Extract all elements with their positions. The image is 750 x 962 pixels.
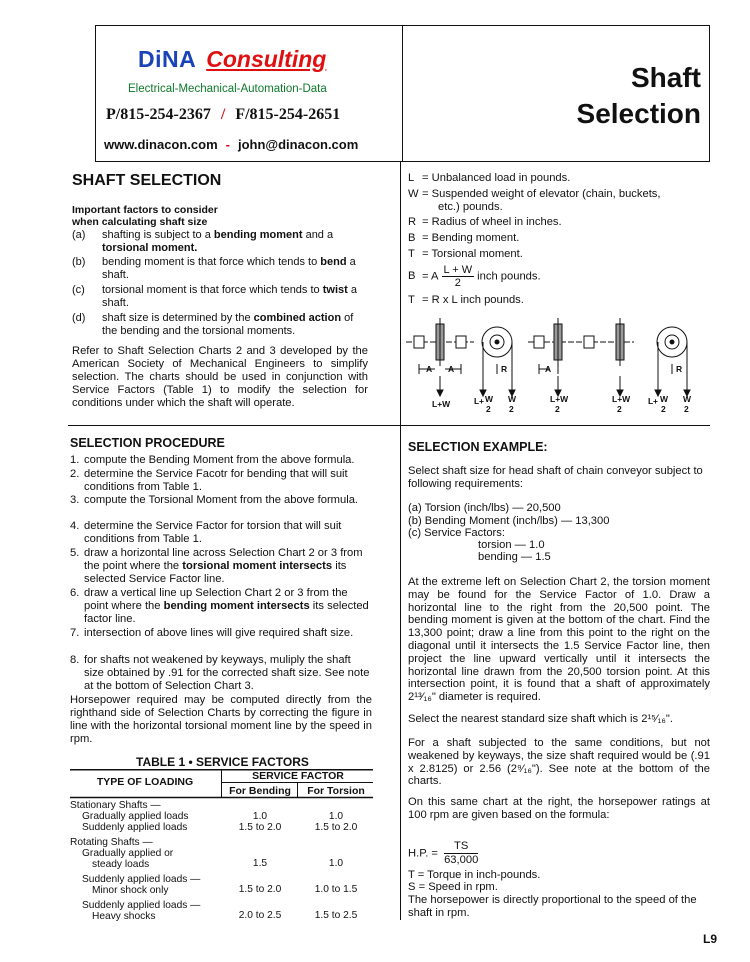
definition-text: = Bending moment. xyxy=(422,232,520,244)
factor-bold: bend xyxy=(320,256,347,268)
col-type-header: TYPE OF LOADING xyxy=(96,776,194,788)
shaft-diagram-1 xyxy=(406,318,474,396)
table-group-label: Suddenly applied loads — xyxy=(82,900,201,911)
procedure-step xyxy=(70,494,372,507)
procedure-heading: SELECTION PROCEDURE xyxy=(70,436,225,450)
factor-text: torsional moment is that force which tends to xyxy=(102,284,323,296)
contact-separator: - xyxy=(225,137,230,152)
step-text: draw a horizontal line across Selection Chart 2 or 3 from the point where the xyxy=(84,547,363,572)
phone-number: P/815-254-2367 xyxy=(106,106,211,123)
brand-name: DiNA xyxy=(138,46,197,72)
col-torsion-header: For Torsion xyxy=(307,785,365,797)
definition-continuation: etc.) pounds. xyxy=(438,201,503,213)
factor-text: a shaft. xyxy=(102,284,357,309)
definition-text: = Unbalanced load in pounds. xyxy=(422,172,571,184)
formula-numerator: L + W xyxy=(443,264,473,276)
section-divider xyxy=(68,425,710,426)
dim-label-a: A xyxy=(426,364,433,374)
step-number: 8. xyxy=(70,654,80,666)
load-label-two: 2 xyxy=(661,404,666,414)
hp-formula-fraction xyxy=(444,840,478,867)
pulley-diagram-2 xyxy=(655,327,690,396)
factor-label: (d) xyxy=(72,312,86,324)
definition-symbol: W xyxy=(408,188,419,200)
factor-label: (b) xyxy=(72,256,86,268)
hp-formula-lhs: H.P. = xyxy=(408,847,438,860)
col-service-factor-header: SERVICE FACTOR xyxy=(252,770,344,782)
company-logo xyxy=(138,46,326,73)
factors-heading-line-2: when calculating shaft size xyxy=(72,216,208,228)
example-paragraph-4: On this same chart at the right, the horsepower ratings at 100 rpm are given based on the formula: xyxy=(408,796,710,821)
procedure-step xyxy=(70,454,372,467)
step-number: 1. xyxy=(70,454,80,466)
definition-symbol: L xyxy=(408,172,415,184)
factor-bold: combined action xyxy=(253,312,342,324)
example-req-torsion: torsion — 1.0 xyxy=(478,539,545,551)
factor-bold: torsional moment. xyxy=(102,241,198,254)
factor-bold: twist xyxy=(322,284,348,296)
torsion-formula xyxy=(408,294,524,307)
procedure-step xyxy=(70,654,372,692)
brand-accent: Consulting xyxy=(206,46,327,72)
table-cell-torsion: 1.5 to 2.0 xyxy=(314,822,358,833)
formula-unit: inch pounds. xyxy=(477,270,541,283)
step-text: determine the Service Factor for torsion that will suit conditions from Table 1. xyxy=(84,520,342,545)
table-cell-bending: 1.5 xyxy=(252,858,268,869)
factor-item xyxy=(72,256,368,281)
table-row-label: Gradually applied loads xyxy=(82,811,189,822)
document-title xyxy=(577,60,701,132)
header-divider xyxy=(402,26,403,161)
load-label-w: W xyxy=(508,394,517,404)
fax-number: F/815-254-2651 xyxy=(235,106,341,123)
step-text: compute the Bending Moment from the above formula. xyxy=(84,454,355,466)
title-line-2: Selection xyxy=(576,98,701,129)
example-req-b: (b) Bending Moment (inch/lbs) — 13,300 xyxy=(408,515,610,527)
phone-separator: / xyxy=(220,106,226,123)
definition-text: = Suspended weight of elevator (chain, buckets, xyxy=(422,188,661,200)
table-row-label: Minor shock only xyxy=(92,885,169,896)
procedure-step xyxy=(70,468,372,494)
contact-line xyxy=(104,137,358,152)
column-divider-top xyxy=(400,162,401,425)
table-cell-torsion: 1.5 to 2.5 xyxy=(314,910,358,921)
load-label-two: 2 xyxy=(617,404,622,414)
factor-text: of the bending and the torsional moments. xyxy=(102,312,354,337)
definition-symbol: R xyxy=(408,216,417,228)
formula-eq: = A xyxy=(422,270,439,283)
step-number: 5. xyxy=(70,547,80,559)
shaft-load-diagram xyxy=(404,316,710,416)
table-cell-torsion: 1.0 xyxy=(328,811,344,822)
definition-symbol: B xyxy=(408,232,416,244)
load-label-lw: L+W xyxy=(550,394,569,404)
website-link[interactable]: www.dinacon.com xyxy=(104,137,218,152)
load-label-l: L xyxy=(648,396,654,406)
formula-fraction xyxy=(442,264,475,289)
factors-heading-line-1: Important factors to consider xyxy=(72,204,218,216)
step-text: its selected factor line. xyxy=(84,599,369,625)
dim-label-r: R xyxy=(501,364,508,374)
table-cell-bending: 1.0 xyxy=(252,811,268,822)
shaft-selection-heading: SHAFT SELECTION xyxy=(72,172,222,189)
example-paragraph-1: At the extreme left on Selection Chart 2, the torsion moment may be found for the Service Factor of 1.0. Draw a horizontal line to the right from the 20,500 point. The bending moment is given at the bottom of the chart. Find the 13,300 point; draw a line from this point to the right on the diagonal until it intersects the 1.5 Service Factor line, then project the line upward vertically until it intersects the horizontal line drawn from the 20,500 torsion point. At this intersection point, it is found that a shaft of approximately 2¹³⁄₁₆" diameter is required. xyxy=(408,576,710,704)
table-cell-torsion: 1.0 xyxy=(328,858,344,869)
step-number: 3. xyxy=(70,494,80,506)
hp-formula xyxy=(408,840,710,867)
load-label-two: 2 xyxy=(684,404,689,414)
example-heading: SELECTION EXAMPLE: xyxy=(408,440,548,454)
email-link[interactable]: john@dinacon.com xyxy=(238,137,359,152)
dim-label-r: R xyxy=(676,364,683,374)
example-intro: Select shaft size for head shaft of chain conveyor subject to following requirements: xyxy=(408,465,703,490)
col-bending-header: For Bending xyxy=(229,785,291,797)
table-cell-bending: 1.5 to 2.0 xyxy=(238,822,282,833)
step-number: 6. xyxy=(70,587,80,599)
column-divider-bottom xyxy=(400,425,401,920)
load-label-w: W xyxy=(485,394,494,404)
example-paragraph-3: For a shaft subjected to the same conditions, but not weakened by keyways, the size shaft required would be (.91 x 2.8125) or 2.56 (2⁹⁄₁₆"). See note at the bottom of the charts. xyxy=(408,737,710,788)
horsepower-note: Horsepower required may be computed directly from the righthand side of Selection Charts by correcting the figure in line with the horizontal torsional moment line by the speed in rpm. xyxy=(70,694,372,745)
definition-row xyxy=(408,248,523,261)
definition-symbol: T xyxy=(408,248,415,260)
step-text: for shafts not weakened by keyways, muliply the shaft size obtained by .91 for the corrected shaft size. See note at the bottom of Selection Chart 3. xyxy=(84,654,370,692)
shaft-diagram-2 xyxy=(528,318,634,396)
step-text: its selected Service Factor line. xyxy=(84,559,347,585)
header-box xyxy=(95,25,710,162)
load-label-lw: L+W xyxy=(432,399,451,409)
dim-label-a: A xyxy=(545,364,552,374)
procedure-step xyxy=(70,587,372,625)
table-group-label: Suddenly applied loads — xyxy=(82,874,201,885)
factor-bold: bending moment xyxy=(213,229,303,241)
table-row-label-continued: steady loads xyxy=(92,859,150,870)
hp-formula-denominator: 63,000 xyxy=(444,854,479,866)
definition-text: = Torsional moment. xyxy=(422,248,523,260)
example-req-a: (a) Torsion (inch/lbs) — 20,500 xyxy=(408,502,561,514)
example-req-bending: bending — 1.5 xyxy=(478,551,551,563)
formula-symbol: T xyxy=(408,294,415,306)
table-cell-bending: 2.0 to 2.5 xyxy=(238,910,282,921)
load-label-w: W xyxy=(683,394,692,404)
pulley-diagram-1 xyxy=(480,327,515,396)
step-text: intersection of above lines will give required shaft size. xyxy=(84,627,354,639)
table-cell-bending: 1.5 to 2.0 xyxy=(238,884,282,895)
procedure-step xyxy=(70,520,372,546)
factor-text: shafting is subject to a xyxy=(102,229,214,241)
factor-item xyxy=(72,312,368,337)
factor-label: (a) xyxy=(72,229,86,241)
procedure-step xyxy=(70,627,372,640)
formula-denominator: 2 xyxy=(454,277,461,289)
factor-label: (c) xyxy=(72,284,85,296)
phone-fax-line xyxy=(106,106,340,124)
table-group-label: Stationary Shafts — xyxy=(70,800,161,811)
factor-text: bending moment is that force which tends to xyxy=(102,256,321,268)
table-cell-torsion: 1.0 to 1.5 xyxy=(314,884,358,895)
formula-text: = R x L inch pounds. xyxy=(422,294,524,306)
formula-symbol: B xyxy=(408,270,416,283)
step-bold: torsional moment intersects xyxy=(182,559,333,572)
definition-row xyxy=(408,232,519,245)
definition-row xyxy=(408,188,661,201)
example-closing: The horsepower is directly proportional to the speed of the shaft in rpm. xyxy=(408,894,697,919)
step-number: 7. xyxy=(70,627,80,639)
load-label-two: 2 xyxy=(555,404,560,414)
torque-definition: T = Torque in inch-pounds. xyxy=(408,869,541,881)
factor-item xyxy=(72,284,368,309)
example-paragraph-2: Select the nearest standard size shaft which is 2¹⁵⁄₁₆". xyxy=(408,713,674,725)
step-number: 4. xyxy=(70,520,80,532)
factor-text: a shaft. xyxy=(102,256,356,281)
intro-paragraph: Refer to Shaft Selection Charts 2 and 3 developed by the American Society of Mechanical Engineers to simplify selection. The charts should be used in conjunction with Service Factors (Table 1) to modify the selection for conditions under which the shaft will operate. xyxy=(72,345,368,409)
factor-item xyxy=(72,229,368,254)
load-label-lw: L+W xyxy=(612,394,631,404)
factors-heading xyxy=(72,204,372,228)
table-title: TABLE 1 • SERVICE FACTORS xyxy=(136,755,309,769)
load-label-w: W xyxy=(660,394,669,404)
load-label-plus: + xyxy=(479,396,484,406)
speed-definition: S = Speed in rpm. xyxy=(408,881,498,893)
step-text: determine the Service Facotr for bending that will suit conditions from Table 1. xyxy=(84,468,348,493)
step-text: draw a vertical line up Selection Chart 2 or 3 from the point where the xyxy=(84,587,348,612)
table-group-label: Rotating Shafts — xyxy=(70,837,153,848)
factor-text: and a xyxy=(302,229,334,241)
example-req-c: (c) Service Factors: xyxy=(408,527,505,539)
factor-text: shaft size is determined by the xyxy=(102,312,254,324)
table-row-label: Heavy shocks xyxy=(92,911,156,922)
definition-row xyxy=(408,216,562,229)
step-number: 2. xyxy=(70,468,80,480)
step-text: compute the Torsional Moment from the above formula. xyxy=(84,494,359,506)
step-bold: bending moment intersects xyxy=(163,599,310,612)
load-label-plus: + xyxy=(653,396,658,406)
load-label-l: L xyxy=(474,396,480,406)
page-number: L9 xyxy=(702,932,717,946)
load-label-two: 2 xyxy=(509,404,514,414)
hp-formula-numerator: TS xyxy=(444,840,478,854)
definition-row xyxy=(408,172,570,185)
bending-formula xyxy=(408,264,541,289)
procedure-step xyxy=(70,547,372,585)
tagline: Electrical-Mechanical-Automation-Data xyxy=(128,83,327,95)
title-line-1: Shaft xyxy=(631,62,701,93)
load-label-two: 2 xyxy=(486,404,491,414)
definition-text: = Radius of wheel in inches. xyxy=(422,216,562,228)
table-row-label: Gradually applied or xyxy=(82,848,174,859)
table-row-label: Suddenly applied loads xyxy=(82,822,188,833)
dim-label-a: A xyxy=(448,364,455,374)
